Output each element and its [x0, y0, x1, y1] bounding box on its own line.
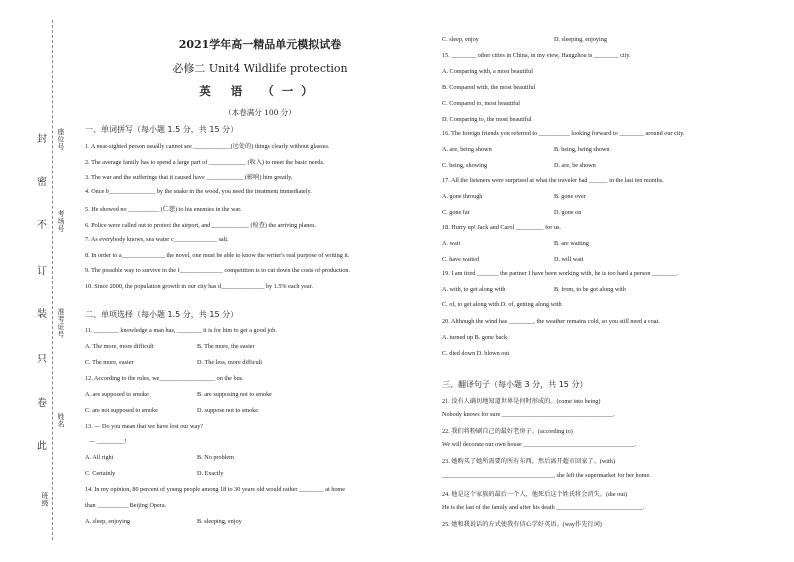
option-a: A. wait — [442, 240, 461, 247]
question-response: — _________! — [89, 438, 127, 445]
option-d: D. suppose not to smoke — [197, 407, 259, 414]
translation-prompt: 21. 没有人确切地知道世界是何时形成的。(come into being) — [442, 398, 601, 405]
question-stem-cont: than __________ Beijing Opera. — [85, 502, 167, 509]
option-c: C. being, showing — [442, 162, 488, 169]
binding-char: 密 — [37, 177, 47, 188]
question-stem: 14. In my opinion, 80 percent of young people among 18 to 30 years old would rather ________ at home — [85, 486, 345, 493]
exam-title: 2021学年高一精品单元模拟试卷 — [178, 38, 342, 51]
option-b: B. are waiting — [554, 240, 589, 247]
option-d: D. sleeping, enjoying — [554, 36, 607, 43]
question-item: 9. The possible way to survive in the f______________ competition is to cut down the costs of production. — [85, 267, 351, 274]
admission-number-label: 准考证号 — [57, 308, 65, 338]
option-a: A. gone through — [442, 193, 483, 200]
option-b: B. are supposing not to smoke — [197, 391, 272, 398]
option-b: B. being, being shown — [554, 146, 610, 153]
question-item: 2. The average family has to spend a large part of ____________ (收入) to meet the basic needs. — [85, 159, 325, 166]
section-heading: 三、翻译句子（每小题 3 分，共 15 分） — [442, 380, 588, 389]
binding-char: 不 — [37, 220, 47, 231]
option-a: A. are, being shown — [442, 146, 492, 153]
option-b: B. The more, the easier — [197, 343, 255, 350]
translation-prompt: 23. 她购买了她所需要的所有东西，然后离开超市回家了。(with) — [442, 458, 615, 465]
question-item: 8. In order to a______________ the novel, one must be able to know the writer's real purpose of writing it. — [85, 252, 350, 259]
question-item: 10. Since 2000, the population growth in our city has d______________ by 1.5% each year. — [85, 283, 313, 290]
binding-char: 封 — [37, 134, 47, 145]
option-c: C. sleep, enjoy — [442, 36, 479, 43]
binding-line — [52, 20, 53, 540]
option-b: B. sleeping, enjoy — [197, 518, 242, 525]
translation-prompt: 24. 他是这个家族的最后一个人，他死后这个姓氏将会消失。(die out) — [442, 491, 628, 498]
option-b: B. Compared with, the most beautiful — [442, 84, 536, 91]
binding-char: 订 — [37, 266, 47, 277]
section-heading: 一、单词拼写（每小题 1.5 分，共 15 分） — [85, 125, 239, 134]
option-cd: C. died down D. blown out — [442, 350, 510, 357]
question-stem: 12. According to the rules, we__________________ on the bus. — [85, 375, 244, 382]
option-c: C. gone far — [442, 209, 470, 216]
question-stem: 16. The foreign friends you referred to __________ looking forward to ________ around our city. — [442, 130, 685, 137]
unit-subtitle: 必修二 Unit4 Wildlife protection — [172, 62, 348, 75]
option-ab: A. turned up B. gone back — [442, 334, 508, 341]
option-d: D. are, be shown — [554, 162, 596, 169]
seat-number-label: 座位号 — [57, 128, 65, 151]
section-heading: 二、单项选择（每小题 1.5 分，共 15 分） — [85, 310, 239, 319]
question-item: 1. A near-sighted person usually cannot see ____________(远处的) things clearly without glasses. — [85, 143, 330, 150]
question-stem: 13. — Do you mean that we have lost our way? — [85, 423, 204, 430]
option-c: C. Certainly — [85, 470, 116, 477]
binding-char: 此 — [37, 441, 47, 452]
name-label: 姓名 — [57, 413, 65, 428]
translation-answer: ____________________________________, she left the supermarket for her home. — [442, 472, 651, 479]
option-b: B. gone over — [554, 193, 586, 200]
subject-heading: 英 语 （一） — [199, 84, 321, 98]
translation-prompt: 25. 她和我说话的方式使我有信心学好英语。(way作先行词) — [442, 521, 602, 528]
score-note: （本卷满分 100 分） — [224, 108, 296, 117]
translation-answer: He is the last of the family and after his death ____________________________. — [442, 504, 645, 511]
question-stem: 17. All the listeners were surprised at what the traveler had ______ in the last ten months. — [442, 177, 664, 184]
option-a: A. sleep, enjoying — [85, 518, 131, 525]
option-d: D. will wait — [554, 256, 584, 263]
option-a: A. All right — [85, 454, 114, 461]
translation-answer: We will decorate our own house ____________________________________. — [442, 441, 637, 448]
question-stem: 19. I am tired _______ the partner I have been working with, he is too hard a person ________. — [442, 270, 679, 277]
question-stem: 11. ________ knowledge a man has, ________ it is for him to get a good job. — [85, 327, 277, 334]
option-a: A. The more, more difficult — [85, 343, 154, 350]
option-d: D. Exactly — [197, 470, 224, 477]
binding-char: 卷 — [37, 398, 47, 409]
option-d: D. The less, more difficult — [197, 359, 263, 366]
option-c: C. are not supposed to smoke — [85, 407, 158, 414]
translation-prompt: 22. 我们将粉刷自己的最好老房子。(according to) — [442, 428, 573, 435]
option-d: D. gone on — [554, 209, 582, 216]
question-stem: 15. ________ other cities in China, in my view, Hangzhou is ________ city. — [442, 52, 631, 59]
option-d: D. Comparing to, the most beautiful — [442, 116, 532, 123]
option-c: C. have waited — [442, 256, 479, 263]
binding-margin — [0, 0, 75, 562]
option-b: B. No problem — [197, 454, 234, 461]
option-a: A. Comparing with, a most beautiful — [442, 68, 533, 75]
question-stem: 20. Although the wind has ________, the weather remains cold, so you still need a coat. — [442, 318, 660, 325]
question-stem: 18. Hurry up! Jack and Carol _________ for us. — [442, 224, 561, 231]
binding-char: 只 — [37, 354, 47, 365]
question-item: 6. Police were called out to protect the airport, and ____________ (检查) the arriving planes. — [85, 222, 317, 229]
question-item: 4. Once b_______________ by the snake in the wood, you need the treatment immediately. — [85, 188, 312, 195]
option-cd: C. of, to get along with D. of, getting along with — [442, 301, 562, 308]
binding-char: 装 — [37, 309, 47, 320]
option-c: C. Compared to, most beautiful — [442, 100, 521, 107]
option-a: A. are supposed to smoke — [85, 391, 149, 398]
class-label: 班级 — [41, 492, 49, 507]
question-item: 5. He showed no __________ (仁慈) to his enemies in the war. — [85, 206, 242, 213]
option-c: C. The more, easier — [85, 359, 134, 366]
option-b: B. from, to be got along with — [554, 286, 626, 293]
exam-room-label: 考场号 — [57, 210, 65, 233]
question-item: 3. The war and the sufferings that it caused have ____________ (影响) him greatly. — [85, 174, 293, 181]
option-a: A. with, to get along with — [442, 286, 506, 293]
question-item: 7. As everybody knows, sea water c______________ salt. — [85, 236, 229, 243]
translation-answer: Nobody knows for sure ____________________________________. — [442, 411, 615, 418]
